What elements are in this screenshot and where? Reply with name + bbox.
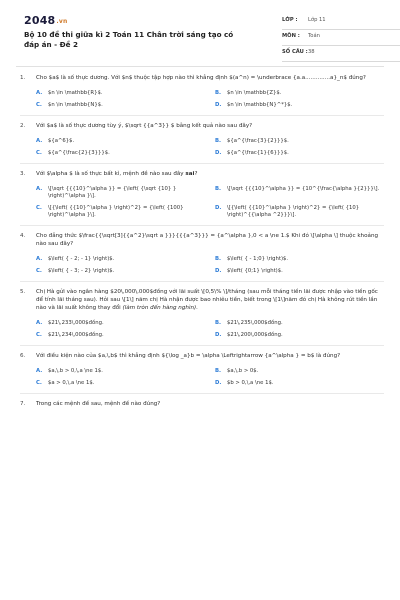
option-text: ${a^{\frac{1}{6}}}$. [227,150,289,156]
question-line [20,74,384,82]
question-separator [20,345,384,346]
option-letter: A. [36,138,43,144]
option-text: $\left( { - 1;0} \right)$. [227,256,289,262]
site-logo[interactable] [24,14,67,27]
option[interactable] [215,368,384,375]
option-text: $b > 0,\,a \ne 1$. [227,380,274,386]
option-letter: D. [215,268,222,274]
question-separator [20,115,384,116]
option-text: $\left( { - 3; - 2} \right)$. [48,268,115,274]
question-number: 4. [20,233,26,239]
option[interactable] [215,332,384,339]
options [20,368,384,387]
exam-meta [282,14,400,62]
question-2 [20,122,384,164]
header-divider [16,66,384,67]
meta-row-subject [282,30,400,46]
question-line [20,352,384,360]
question-number: 7. [20,401,26,407]
question-separator [20,163,384,164]
option-text: ${a^{\frac{2}{3}}}$. [48,150,110,156]
options [20,320,384,339]
option-text: \[{\left( {{10}^\alpha } \right)^2} = {\left( {100} \right)^\alpha }\]. [48,205,184,218]
option[interactable] [36,138,205,145]
question-number: 1. [20,75,26,81]
option-text: \[\sqrt {{{10}^\alpha }} = {10^{\frac{\alpha }{2}}}\]. [227,186,380,192]
option-letter: D. [215,332,222,338]
question-text-main: Với $\alpha $ là số thực bất kì, mệnh đề nào sau đây [36,171,186,177]
option[interactable] [215,256,384,263]
option-letter: A. [36,368,43,374]
option-letter: D. [215,102,222,108]
question-text-main: Chị Hà gửi vào ngân hàng $20\,000\,000$đồng với lãi suất \[0,5\% \]/tháng (sau mỗi tháng tiền lãi được nhập vào tiền gốc để tính lãi tháng sau). Hỏi sau \[1\] năm chị Hà nhận được bao nhiêu tiền, biết trong \[1\]năm đó chị Hà không rút tiền lần nào và lãi suất không thay đổi [36,289,378,311]
question-6 [20,352,384,394]
meta-value: Lớp 11 [308,17,326,23]
option-text: $n \in \mathbb{N}$. [48,102,103,108]
meta-row-question-count [282,46,400,62]
option[interactable] [36,320,205,327]
option-text: $\left( { - 2; - 1} \right)$. [48,256,115,262]
option-letter: D. [215,380,222,386]
option-letter: C. [36,150,42,156]
option[interactable] [215,205,384,219]
options [20,138,384,157]
option-letter: D. [215,205,222,211]
question-emphasis: sai [185,171,195,177]
site-logo-text: 2048 [24,14,56,27]
header [24,14,384,60]
option[interactable] [215,150,384,157]
question-line [20,400,384,408]
option-letter: B. [215,186,222,192]
question-text [36,170,384,178]
option[interactable] [36,205,205,219]
question-text: Với điều kiện nào của $a,\,b$ thì khẳng định ${\log _a}b = \alpha \Leftrightarrow {a^\alpha } = b$ là đúng? [36,353,341,359]
option-text: \[\sqrt {{{10}^\alpha }} = {\left( {\sqrt {10} } \right)^\alpha }\]. [48,186,177,199]
option-letter: C. [36,102,42,108]
option[interactable] [215,268,384,275]
option[interactable] [36,256,205,263]
option[interactable] [36,368,205,375]
question-line [20,232,384,248]
options [20,90,384,109]
question-text: Cho $a$ là số thực dương. Với $n$ thuộc tập hợp nào thì khẳng định $(a^n) = \underbrace {a.a..............a}_n$ đúng? [36,75,366,81]
option-letter: C. [36,332,42,338]
option-text: $a,\,b > 0,\,a \ne 1$. [48,368,103,374]
meta-row-class [282,14,400,30]
option-text: $n \in \mathbb{N}^*}$. [227,102,293,108]
question-line [20,170,384,178]
question-5 [20,288,384,346]
option-letter: B. [215,256,222,262]
question-note: (làm tròn đến hàng nghìn). [122,305,199,311]
option-letter: C. [36,268,42,274]
option-text: $21\,235\,000$đồng. [227,320,283,326]
option-text: ${a^{\frac{3}{2}}}$. [227,138,289,144]
site-logo-tld: .vn [56,18,68,25]
option-text: $n \in \mathbb{R}$. [48,90,103,96]
question-number: 3. [20,171,26,177]
option-letter: C. [36,380,42,386]
question-number: 2. [20,123,26,129]
meta-key: SỐ CÂU : [282,49,308,55]
option-letter: A. [36,256,43,262]
option-text: $\left( {0;1} \right)$. [227,268,283,274]
option-text: $21\,200\,000$đồng. [227,332,283,338]
option[interactable] [36,186,205,200]
options [20,256,384,275]
question-4 [20,232,384,282]
option-text: $n \in \mathbb{Z}$. [227,90,282,96]
question-text: Trong các mệnh đề sau, mệnh đề nào đúng? [36,401,161,407]
option-letter: A. [36,90,43,96]
option-letter: B. [215,368,222,374]
option[interactable] [215,90,384,97]
option[interactable] [36,332,205,339]
question-separator [20,281,384,282]
question-number: 6. [20,353,26,359]
page-title: Bộ 10 đề thi giữa kì 2 Toán 11 Chân trời sáng tạo có đáp án - Đề 2 [24,30,234,49]
question-text: Với $a$ là số thực dương tùy ý, $\sqrt {{a^3}} $ bằng kết quả nào sau đây? [36,123,253,129]
question-separator [20,393,384,394]
options [20,186,384,219]
option[interactable] [36,102,205,109]
option[interactable] [36,380,205,387]
question-text: Cho đẳng thức $\frac{{\sqrt[3]{{a^2}\sqrt a }}}{{{a^3}}} = {a^\alpha },0 < a \ne 1.$ Khi đó \[\alpha \] thuộc khoảng nào sau đây? [36,233,379,247]
question-separator [20,225,384,226]
question-text [36,288,384,312]
option[interactable] [215,138,384,145]
option-letter: B. [215,90,222,96]
question-text-end: ? [194,171,198,177]
option[interactable] [36,90,205,97]
option-text: $21\,234\,000$đồng. [48,332,104,338]
option-letter: A. [36,186,43,192]
option-letter: C. [36,205,42,211]
questions [20,74,384,414]
option-letter: B. [215,320,222,326]
question-line [20,122,384,130]
option[interactable] [215,320,384,327]
option[interactable] [215,102,384,109]
option-text: \[{\left( {{10}^\alpha } \right)^2} = {\left( {10} \right)^{{\alpha ^2}}}\]. [227,205,360,218]
question-7 [20,400,384,408]
question-1 [20,74,384,116]
meta-key: MÔN : [282,33,300,39]
option-text: ${a^6}$. [48,138,75,144]
option[interactable] [215,186,384,200]
option-text: $a,\,b > 0$. [227,368,259,374]
meta-value: 38 [308,49,315,55]
option-letter: B. [215,138,222,144]
option[interactable] [215,380,384,387]
option-letter: A. [36,320,43,326]
option[interactable] [36,268,205,275]
question-number: 5. [20,289,26,295]
option-text: $a > 0,\,a \ne 1$. [48,380,95,386]
question-3 [20,170,384,226]
meta-key: LỚP : [282,17,298,23]
meta-value: Toán [308,33,320,39]
option[interactable] [36,150,205,157]
question-line [20,288,384,312]
option-text: $21\,233\,000$đồng. [48,320,104,326]
option-letter: D. [215,150,222,156]
